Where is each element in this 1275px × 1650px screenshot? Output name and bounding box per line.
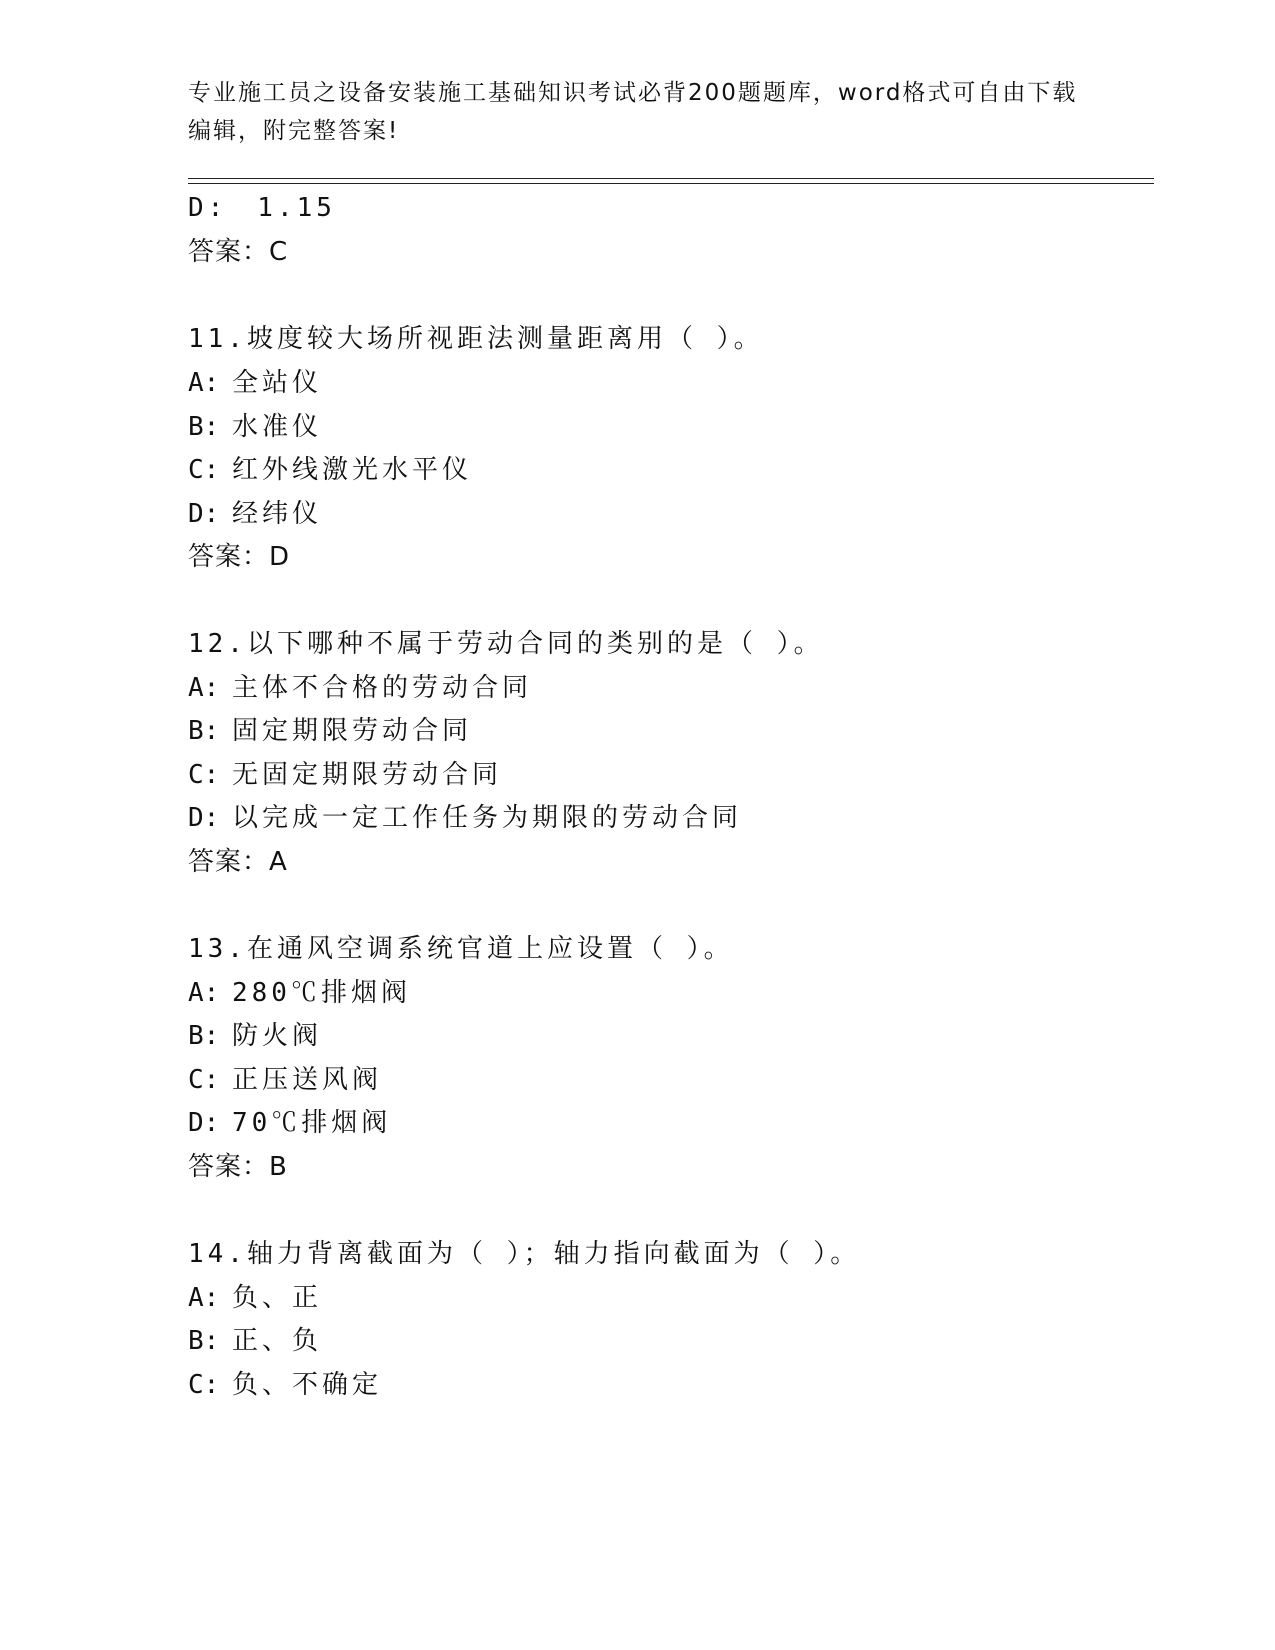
question-11: 11.坡度较大场所视距法测量距离用（ ）。 bbox=[188, 324, 764, 354]
option-text: 正、负 bbox=[232, 1326, 323, 1356]
option-text: 无固定期限劳动合同 bbox=[232, 760, 503, 790]
option-12-c bbox=[188, 758, 502, 792]
option-key: B: bbox=[188, 412, 220, 442]
question-13: 13.在通风空调系统官道上应设置（ ）。 bbox=[188, 934, 734, 964]
option-13-d bbox=[188, 1106, 391, 1140]
option-key: B: bbox=[188, 1326, 220, 1356]
option-key: C: bbox=[188, 760, 220, 790]
option-key: A: bbox=[188, 1283, 220, 1313]
option-14-c bbox=[188, 1368, 382, 1402]
option-13-a bbox=[188, 976, 411, 1010]
option-12-a bbox=[188, 671, 532, 705]
option-text: 全站仪 bbox=[232, 368, 323, 398]
question-14: 14.轴力背离截面为（ ）；轴力指向截面为（ ）。 bbox=[188, 1239, 861, 1269]
option-text: 280℃排烟阀 bbox=[232, 978, 411, 1008]
option-key: D: bbox=[188, 803, 220, 833]
option-14-a bbox=[188, 1281, 322, 1315]
option-key: A: bbox=[188, 978, 220, 1008]
option-key: D: bbox=[188, 1108, 220, 1138]
option-text: 防火阀 bbox=[232, 1021, 323, 1051]
option-key: B: bbox=[188, 716, 220, 746]
option-text: 70℃排烟阀 bbox=[232, 1108, 392, 1138]
option-13-b bbox=[188, 1019, 322, 1053]
option-13-c bbox=[188, 1063, 382, 1097]
answer-13: 答案：B bbox=[188, 1152, 288, 1182]
option-key: A: bbox=[188, 368, 220, 398]
option-key: D: bbox=[188, 499, 220, 529]
option-11-a bbox=[188, 366, 322, 400]
option-text: 主体不合格的劳动合同 bbox=[232, 673, 533, 703]
option-key: C: bbox=[188, 455, 220, 485]
option-key: C: bbox=[188, 1065, 220, 1095]
option-14-b bbox=[188, 1324, 322, 1358]
option-12-d bbox=[188, 801, 742, 835]
option-11-d bbox=[188, 497, 322, 531]
option-12-b bbox=[188, 714, 472, 748]
option-text: 正压送风阀 bbox=[232, 1065, 383, 1095]
option-text: 负、正 bbox=[232, 1283, 323, 1313]
option-11-b bbox=[188, 410, 322, 444]
answer-line: 答案：C bbox=[188, 237, 289, 267]
header-rule-top bbox=[188, 178, 1154, 179]
option-text: 红外线激光水平仪 bbox=[232, 455, 473, 485]
answer-11: 答案：D bbox=[188, 542, 291, 572]
option-text: 负、不确定 bbox=[232, 1370, 383, 1400]
option-key: C: bbox=[188, 1370, 220, 1400]
option-line: D: 1.15 bbox=[188, 193, 336, 223]
option-text: 经纬仪 bbox=[232, 499, 323, 529]
question-12: 12.以下哪种不属于劳动合同的类别的是（ ）。 bbox=[188, 629, 824, 659]
answer-12: 答案：A bbox=[188, 847, 288, 877]
option-text: 固定期限劳动合同 bbox=[232, 716, 473, 746]
header-title: 专业施工员之设备安装施工基础知识考试必背200题题库，word格式可自由下载编辑，附完整答案! bbox=[188, 80, 1078, 144]
option-key: A: bbox=[188, 673, 220, 703]
option-11-c bbox=[188, 453, 472, 487]
header-rule-bottom bbox=[188, 183, 1154, 184]
option-key: B: bbox=[188, 1021, 220, 1051]
option-text: 以完成一定工作任务为期限的劳动合同 bbox=[232, 803, 743, 833]
option-text: 水准仪 bbox=[232, 412, 323, 442]
